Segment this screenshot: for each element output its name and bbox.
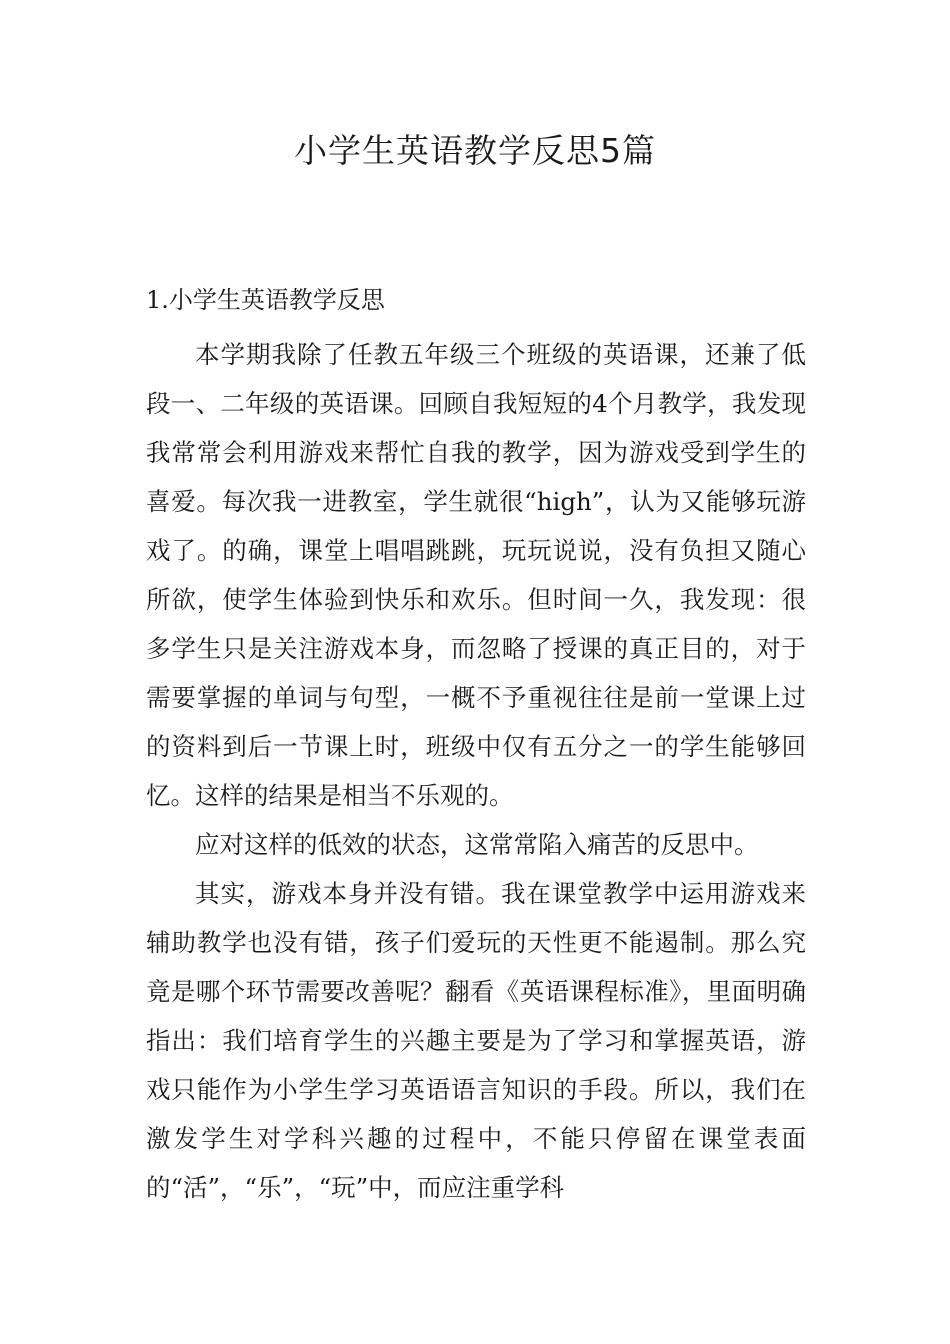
document-title: 小学生英语教学反思5篇 — [294, 131, 656, 170]
body-text — [146, 330, 806, 1212]
paragraph: 应对这样的低效的状态，这常常陷入痛苦的反思中。 — [195, 830, 759, 859]
paragraph: 本学期我除了任教五年级三个班级的英语课，还兼了低段一、二年级的英语课。回顾自我短短的4个月教学，我发现我常常会利用游戏来帮忙自我的教学，因为游戏受到学生的喜爱。每次我一进教室，学生就很“high”，认为又能够玩游戏了。的确，课堂上唱唱跳跳，玩玩说说，没有负担又随心所欲，使学生体验到快乐和欢乐。但时间一久，我发现：很多学生只是关注游戏本身，而忽略了授课的真正目的，对于需要掌握的单词与句型，一概不予重视往往是前一堂课上过的资料到后一节课上时，班级中仅有五分之一的学生能够回忆。这样的结果是相当不乐观的。 — [146, 340, 806, 810]
section-heading: 1.小学生英语教学反思 — [146, 286, 385, 314]
paragraph: 其实，游戏本身并没有错。我在课堂教学中运用游戏来辅助教学也没有错，孩子们爱玩的天性更不能遏制。那么究竟是哪个环节需要改善呢？翻看《英语课程标准》，里面明确指出：我们培育学生的兴趣主要是为了学习和掌握英语，游戏只能作为小学生学习英语语言知识的手段。所以，我们在激发学生对学科兴趣的过程中，不能只停留在课堂表面的“活”，“乐”，“玩”中，而应注重学科 — [146, 879, 806, 1202]
